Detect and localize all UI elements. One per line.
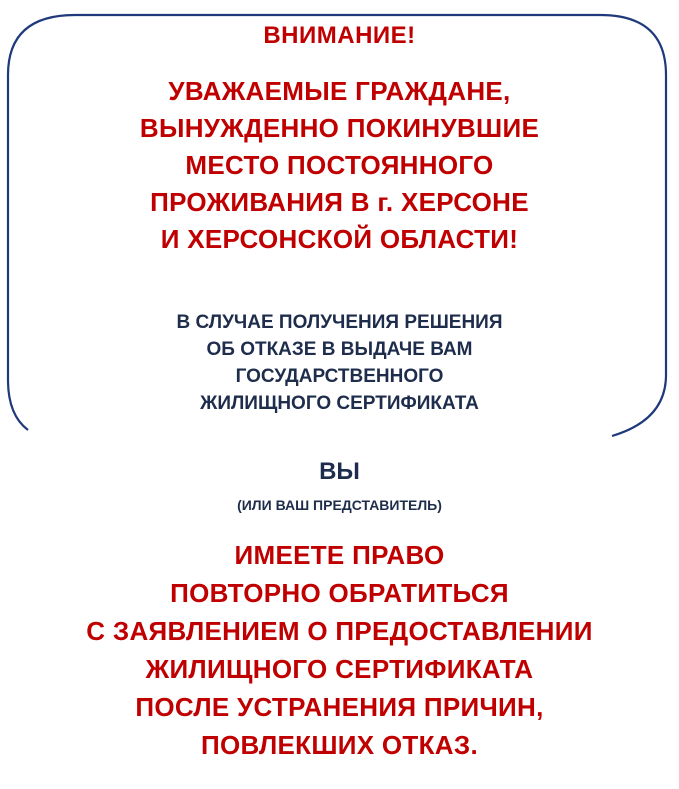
you-label: ВЫ [319,458,360,485]
attention-heading: ВНИМАНИЕ! [263,22,416,49]
address-line-1: УВАЖАЕМЫЕ ГРАЖДАНЕ, [168,76,511,106]
condition-line-1: В СЛУЧАЕ ПОЛУЧЕНИЯ РЕШЕНИЯ [176,312,503,333]
right-line-3: С ЗАЯВЛЕНИЕМ О ПРЕДОСТАВЛЕНИИ [86,616,593,646]
right-line-4: ЖИЛИЩНОГО СЕРТИФИКАТА [145,654,534,684]
right-line-6: ПОВЛЕКШИХ ОТКАЗ. [201,730,478,760]
condition-line-3: ГОСУДАРСТВЕННОГО [235,366,444,387]
right-line-2: ПОВТОРНО ОБРАТИТЬСЯ [170,578,509,608]
address-line-4: ПРОЖИВАНИЯ В г. ХЕРСОНЕ [150,187,529,217]
address-line-3: МЕСТО ПОСТОЯННОГО [185,150,494,180]
right-line-1: ИМЕЕТЕ ПРАВО [234,540,445,570]
address-line-2: ВЫНУЖДЕННО ПОКИНУВШИЕ [139,113,540,143]
representative-note: (ИЛИ ВАШ ПРЕДСТАВИТЕЛЬ) [237,497,442,513]
right-line-5: ПОСЛЕ УСТРАНЕНИЯ ПРИЧИН, [135,692,544,722]
condition-line-4: ЖИЛИЩНОГО СЕРТИФИКАТА [200,393,479,414]
address-line-5: И ХЕРСОНСКОЙ ОБЛАСТИ! [160,224,519,254]
condition-line-2: ОБ ОТКАЗЕ В ВЫДАЧЕ ВАМ [206,339,473,360]
